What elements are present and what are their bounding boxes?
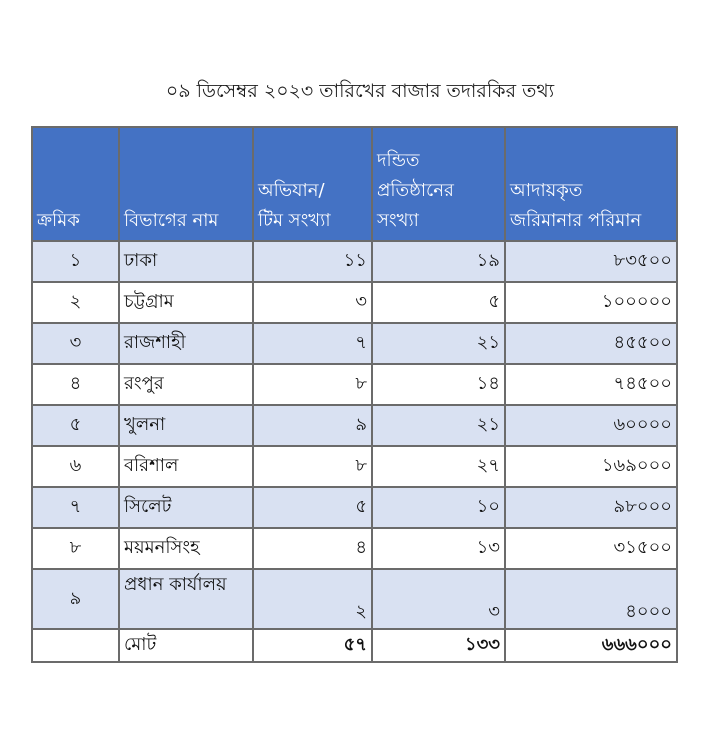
total-row bbox=[32, 629, 677, 662]
teams-cell: ৭ bbox=[253, 323, 372, 364]
division-cell: বরিশাল bbox=[119, 446, 253, 487]
teams-cell: ১১ bbox=[253, 241, 372, 282]
fined-cell: ১০ bbox=[372, 487, 505, 528]
header-row bbox=[32, 127, 677, 241]
table-row bbox=[32, 241, 677, 282]
table-row bbox=[32, 446, 677, 487]
serial-cell: ৯ bbox=[32, 569, 119, 629]
division-cell: চট্টগ্রাম bbox=[119, 282, 253, 323]
table-row bbox=[32, 323, 677, 364]
amount-cell: ৪৫৫০০ bbox=[505, 323, 677, 364]
header-fined bbox=[372, 127, 505, 241]
fined-cell: ১৩ bbox=[372, 528, 505, 569]
header-teams bbox=[253, 127, 372, 241]
division-cell: রংপুর bbox=[119, 364, 253, 405]
serial-cell: ৮ bbox=[32, 528, 119, 569]
amount-cell: ৪০০০ bbox=[505, 569, 677, 629]
fined-cell: ১৯ bbox=[372, 241, 505, 282]
teams-cell: ৮ bbox=[253, 446, 372, 487]
division-cell: প্রধান কার্যালয় bbox=[119, 569, 253, 629]
serial-cell: ১ bbox=[32, 241, 119, 282]
division-cell: ময়মনসিংহ bbox=[119, 528, 253, 569]
fined-cell: ২১ bbox=[372, 405, 505, 446]
total-amount: ৬৬৬০০০ bbox=[505, 629, 677, 662]
table-row bbox=[32, 282, 677, 323]
fined-cell: ২১ bbox=[372, 323, 505, 364]
amount-cell: ৬০০০০ bbox=[505, 405, 677, 446]
fined-cell: ৩ bbox=[372, 569, 505, 629]
market-monitoring-table bbox=[31, 126, 678, 663]
serial-cell: ২ bbox=[32, 282, 119, 323]
header-amount-line2: জরিমানার পরিমান bbox=[510, 210, 642, 231]
header-division: বিভাগের নাম bbox=[119, 127, 253, 241]
serial-cell: ৭ bbox=[32, 487, 119, 528]
header-amount bbox=[505, 127, 677, 241]
teams-cell: ২ bbox=[253, 569, 372, 629]
division-cell: সিলেট bbox=[119, 487, 253, 528]
serial-cell: ৫ bbox=[32, 405, 119, 446]
total-serial-cell bbox=[32, 629, 119, 662]
table-row bbox=[32, 528, 677, 569]
teams-cell: ৮ bbox=[253, 364, 372, 405]
amount-cell: ৯৮০০০ bbox=[505, 487, 677, 528]
amount-cell: ৮৩৫০০ bbox=[505, 241, 677, 282]
serial-cell: ৬ bbox=[32, 446, 119, 487]
table-row bbox=[32, 364, 677, 405]
header-fined-line2: প্রতিষ্ঠানের bbox=[377, 180, 454, 201]
total-fined: ১৩৩ bbox=[372, 629, 505, 662]
division-cell: খুলনা bbox=[119, 405, 253, 446]
teams-cell: ৩ bbox=[253, 282, 372, 323]
serial-cell: ৩ bbox=[32, 323, 119, 364]
header-teams-line2: টিম সংখ্যা bbox=[258, 210, 331, 231]
amount-cell: ৭৪৫০০ bbox=[505, 364, 677, 405]
amount-cell: ৩১৫০০ bbox=[505, 528, 677, 569]
table-row bbox=[32, 569, 677, 629]
report-title: ০৯ ডিসেম্বর ২০২৩ তারিখের বাজার তদারকির তথ্য bbox=[165, 80, 555, 102]
amount-cell: ১৬৯০০০ bbox=[505, 446, 677, 487]
table-row bbox=[32, 405, 677, 446]
header-fined-line3: সংখ্যা bbox=[377, 210, 419, 231]
teams-cell: ৫ bbox=[253, 487, 372, 528]
total-label: মোট bbox=[119, 629, 253, 662]
header-fined-line1: দন্ডিত bbox=[377, 150, 420, 171]
header-serial: ক্রমিক bbox=[32, 127, 119, 241]
header-teams-line1: অভিযান/ bbox=[258, 180, 325, 201]
teams-cell: ৯ bbox=[253, 405, 372, 446]
serial-cell: ৪ bbox=[32, 364, 119, 405]
teams-cell: ৪ bbox=[253, 528, 372, 569]
fined-cell: ১৪ bbox=[372, 364, 505, 405]
total-teams: ৫৭ bbox=[253, 629, 372, 662]
table-row bbox=[32, 487, 677, 528]
header-amount-line1: আদায়কৃত bbox=[510, 180, 583, 201]
fined-cell: ২৭ bbox=[372, 446, 505, 487]
division-cell: ঢাকা bbox=[119, 241, 253, 282]
fined-cell: ৫ bbox=[372, 282, 505, 323]
amount-cell: ১০০০০০ bbox=[505, 282, 677, 323]
division-cell: রাজশাহী bbox=[119, 323, 253, 364]
